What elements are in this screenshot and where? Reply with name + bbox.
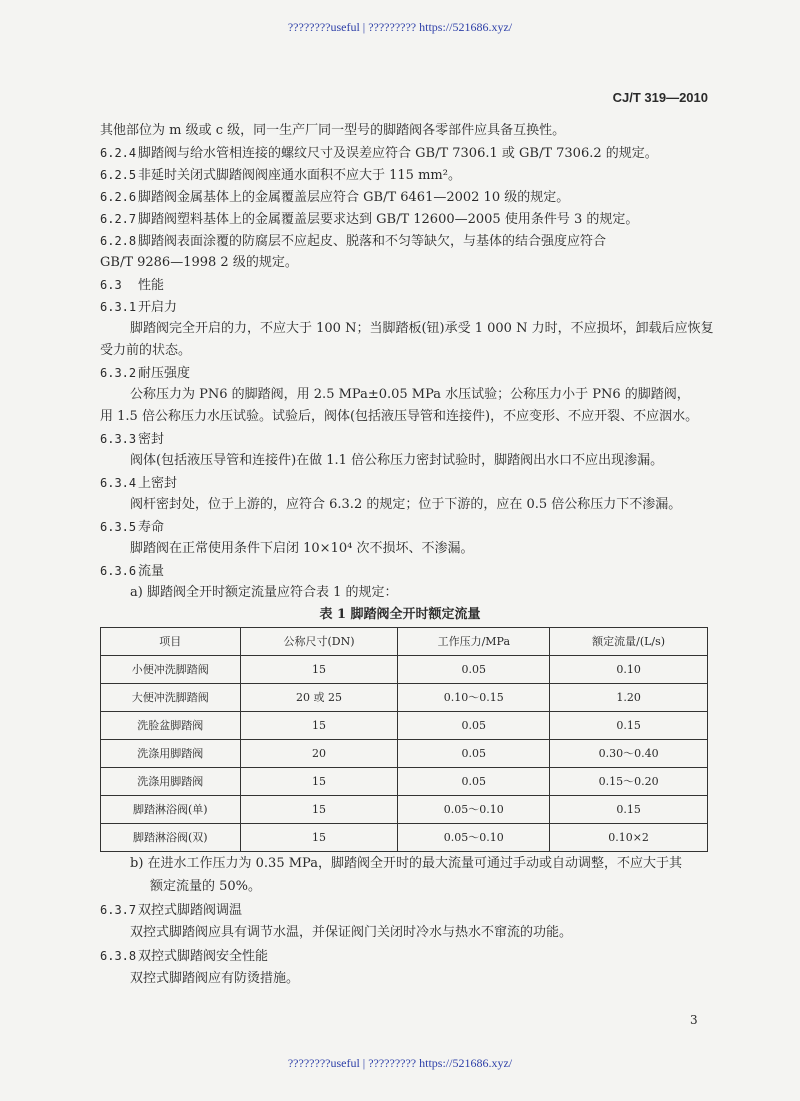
standard-number: CJ/T 319—2010 xyxy=(612,90,708,105)
line-text: 用 1.5 倍公称压力水压试验。试验后，阀体(包括液压导管和连接件)，不应变形、不应开裂、不应洇水。 xyxy=(100,409,699,424)
section-heading xyxy=(100,299,177,316)
paragraph-line xyxy=(130,856,682,872)
line-text: 脚踏阀塑料基体上的金属覆盖层要求达到 GB/T 12600—2005 使用条件号 3 的规定。 xyxy=(138,212,639,227)
table-row xyxy=(101,740,708,768)
section-number: 6.3.7 xyxy=(100,903,137,917)
page-number: 3 xyxy=(690,1013,698,1027)
line-text: 双控式脚踏阀安全性能 xyxy=(138,949,269,964)
line-text: 阀杆密封处，位于上游的，应符合 6.3.2 的规定；位于下游的，应在 0.5 倍公称压力下不渗漏。 xyxy=(130,497,682,512)
section-number: 6.3.6 xyxy=(100,564,137,578)
line-text: 双控式脚踏阀应有防烫措施。 xyxy=(130,971,300,986)
section-number: 6.3.3 xyxy=(100,432,137,446)
table-cell: 脚踏淋浴阀(双) xyxy=(101,824,241,852)
paragraph-line xyxy=(130,321,714,337)
section-number: 6.3.8 xyxy=(100,949,137,963)
paragraph-line xyxy=(100,255,298,271)
section-number: 6.3.2 xyxy=(100,366,137,380)
paragraph-line xyxy=(130,387,690,403)
line-text: 脚踏阀在正常使用条件下启闭 10×10⁴ 次不损坏、不渗漏。 xyxy=(130,541,474,556)
section-heading xyxy=(100,145,658,162)
watermark-bottom: ????????useful | ????????? https://521686.xyz/ xyxy=(287,1056,513,1070)
table-row xyxy=(101,684,708,712)
line-text: 流量 xyxy=(138,564,165,579)
table-cell: 15 xyxy=(240,768,398,796)
table-cell: 15 xyxy=(240,796,398,824)
table-row xyxy=(101,796,708,824)
table-cell: 0.10 xyxy=(550,656,708,684)
paragraph-line xyxy=(130,925,572,941)
paragraph-line xyxy=(100,123,565,139)
line-text: 公称压力为 PN6 的脚踏阀，用 2.5 MPa±0.05 MPa 水压试验；公称压力小于 PN6 的脚踏阀， xyxy=(130,387,690,402)
line-text: 额定流量的 50%。 xyxy=(150,879,262,894)
watermark-top: ????????useful | ????????? https://521686.xyz/ xyxy=(287,20,513,34)
table-cell: 0.30～0.40 xyxy=(550,740,708,768)
section-heading xyxy=(100,563,164,580)
table-caption: 表 1 脚踏阀全开时额定流量 xyxy=(319,607,481,622)
table-cell: 15 xyxy=(240,712,398,740)
table-cell: 洗脸盆脚踏阀 xyxy=(101,712,241,740)
line-text: 双控式脚踏阀应具有调节水温，并保证阀门关闭时冷水与热水不窜流的功能。 xyxy=(130,925,573,940)
table-cell: 15 xyxy=(240,824,398,852)
section-number: 6.2.8 xyxy=(100,234,137,248)
line-text: 其他部位为 m 级或 c 级，同一生产厂同一型号的脚踏阀各零部件应具备互换性。 xyxy=(100,123,566,138)
paragraph-line xyxy=(130,971,299,987)
table-row xyxy=(101,824,708,852)
section-heading xyxy=(100,902,242,919)
column-header: 工作压力/MPa xyxy=(398,628,550,656)
line-text: 耐压强度 xyxy=(138,366,191,381)
line-text: 非延时关闭式脚踏阀阀座通水面积不应大于 115 mm²。 xyxy=(138,168,461,183)
section-heading xyxy=(100,233,606,250)
table-cell: 1.20 xyxy=(550,684,708,712)
table-cell: 15 xyxy=(240,656,398,684)
table-row xyxy=(101,768,708,796)
paragraph-line xyxy=(130,453,663,469)
table-cell: 0.10～0.15 xyxy=(398,684,550,712)
section-heading xyxy=(100,948,268,965)
line-text: 脚踏阀完全开启的力，不应大于 100 N；当脚踏板(钮)承受 1 000 N 力时，不应损坏，卸载后应恢复 xyxy=(130,321,714,336)
table-cell: 0.05～0.10 xyxy=(398,824,550,852)
table-cell: 洗涤用脚踏阀 xyxy=(101,768,241,796)
rated-flow-table xyxy=(100,627,708,852)
column-header: 公称尺寸(DN) xyxy=(240,628,398,656)
section-heading xyxy=(100,431,164,448)
table-cell: 0.10×2 xyxy=(550,824,708,852)
line-text: 开启力 xyxy=(138,300,178,315)
table-cell: 0.05 xyxy=(398,656,550,684)
column-header: 项目 xyxy=(101,628,241,656)
line-text: 双控式脚踏阀调温 xyxy=(138,903,243,918)
line-text: GB/T 9286—1998 2 级的规定。 xyxy=(100,255,298,270)
section-number: 6.2.5 xyxy=(100,168,137,182)
table-cell: 大便冲洗脚踏阀 xyxy=(101,684,241,712)
table-cell: 0.05 xyxy=(398,740,550,768)
line-text: b) 在进水工作压力为 0.35 MPa，脚踏阀全开时的最大流量可通过手动或自动调整，不应大于其 xyxy=(130,856,682,871)
section-heading xyxy=(100,211,638,228)
line-text: 受力前的状态。 xyxy=(100,343,192,358)
column-header: 额定流量/(L/s) xyxy=(550,628,708,656)
section-heading xyxy=(100,365,190,382)
paragraph-line xyxy=(130,585,398,601)
line-text: 脚踏阀表面涂覆的防腐层不应起皮、脱落和不匀等缺欠，与基体的结合强度应符合 xyxy=(138,234,607,249)
table-cell: 小便冲洗脚踏阀 xyxy=(101,656,241,684)
section-number: 6.2.6 xyxy=(100,190,137,204)
paragraph-line xyxy=(100,343,191,359)
line-text: 密封 xyxy=(138,432,165,447)
section-number: 6.2.7 xyxy=(100,212,137,226)
table-cell: 0.05 xyxy=(398,768,550,796)
table-row xyxy=(101,656,708,684)
paragraph-line xyxy=(130,497,681,513)
paragraph-line xyxy=(100,409,698,425)
table-cell: 20 xyxy=(240,740,398,768)
table-body xyxy=(101,656,708,852)
section-heading xyxy=(100,189,569,206)
line-text: 寿命 xyxy=(138,520,165,535)
table-cell: 洗涤用脚踏阀 xyxy=(101,740,241,768)
section-heading xyxy=(100,519,164,536)
line-text: a) 脚踏阀全开时额定流量应符合表 1 的规定： xyxy=(130,585,398,600)
line-text: 性能 xyxy=(138,278,165,293)
section-number: 6.3.4 xyxy=(100,476,137,490)
line-text: 脚踏阀与给水管相连接的螺纹尺寸及误差应符合 GB/T 7306.1 或 GB/T 7306.2 的规定。 xyxy=(138,146,658,161)
section-number: 6.2.4 xyxy=(100,146,137,160)
table-cell: 0.15～0.20 xyxy=(550,768,708,796)
section-number: 6.3.5 xyxy=(100,520,137,534)
section-heading xyxy=(100,277,164,294)
line-text: 阀体(包括液压导管和连接件)在做 1.1 倍公称压力密封试验时，脚踏阀出水口不应出现渗漏。 xyxy=(130,453,664,468)
paragraph-line xyxy=(130,541,473,557)
section-number: 6.3 xyxy=(100,278,122,292)
section-heading xyxy=(100,167,461,184)
table-cell: 0.05～0.10 xyxy=(398,796,550,824)
paragraph-line xyxy=(150,879,261,895)
table-row xyxy=(101,712,708,740)
table-header-row xyxy=(101,628,708,656)
table-cell: 0.15 xyxy=(550,796,708,824)
line-text: 上密封 xyxy=(138,476,178,491)
table-cell: 20 或 25 xyxy=(240,684,398,712)
table-cell: 0.15 xyxy=(550,712,708,740)
section-heading xyxy=(100,475,177,492)
table-cell: 脚踏淋浴阀(单) xyxy=(101,796,241,824)
table-cell: 0.05 xyxy=(398,712,550,740)
line-text: 脚踏阀金属基体上的金属覆盖层应符合 GB/T 6461—2002 10 级的规定。 xyxy=(138,190,570,205)
section-number: 6.3.1 xyxy=(100,300,137,314)
